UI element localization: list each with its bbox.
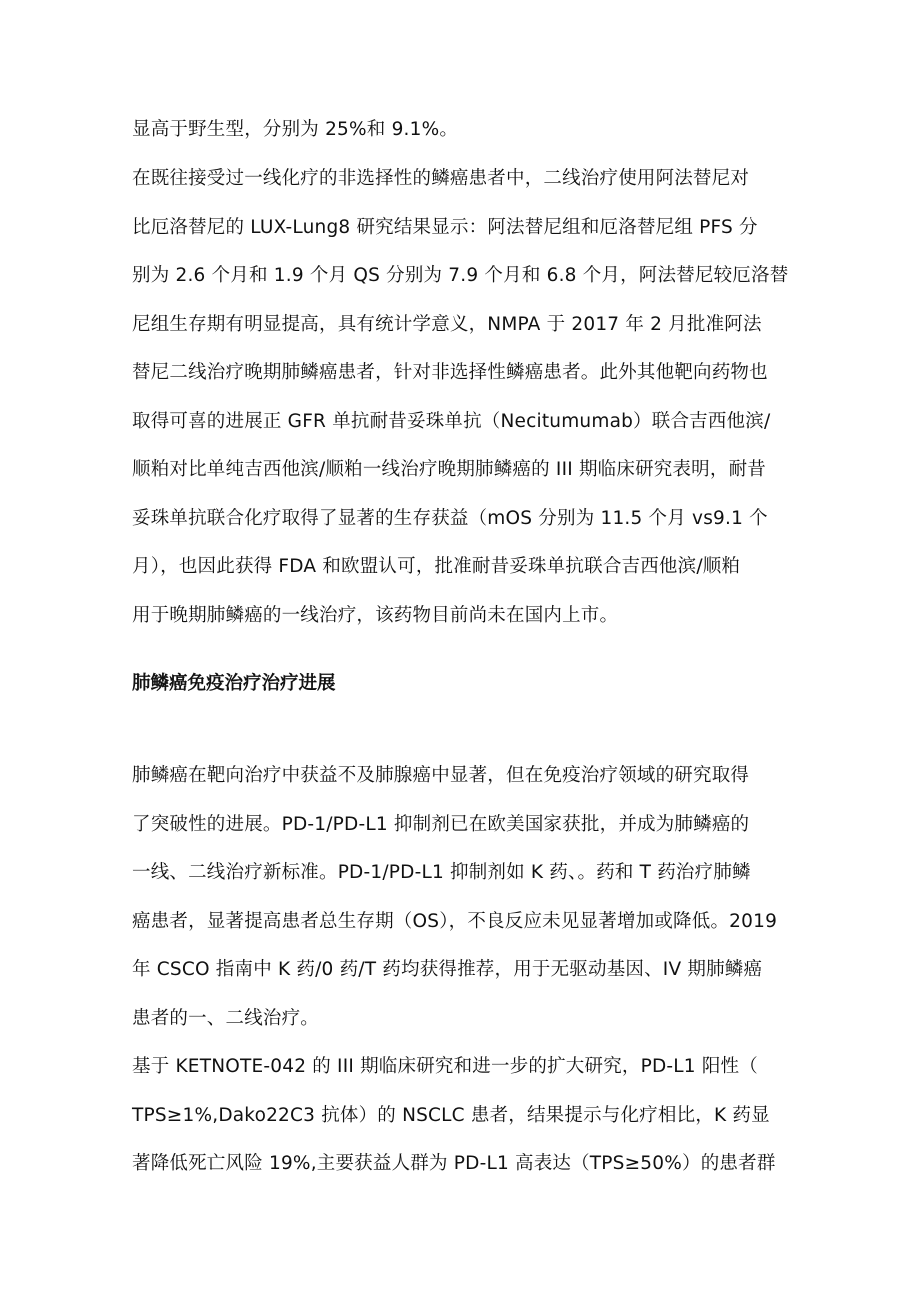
text-line: 显高于野生型，分别为 25%和 9.1%。: [132, 119, 459, 140]
text-line: 月），也因此获得 FDA 和欧盟认可，批准耐昔妥珠单抗联合吉西他滨/顺粕: [132, 556, 741, 577]
text-line: 年 CSCO 指南中 K 药/0 药/T 药均获得推荐，用于无驱动基因、IV 期肺鳞癌: [132, 959, 763, 980]
text-line: 替尼二线治疗晚期肺鳞癌患者，针对非选择性鳞癌患者。此外其他靶向药物也: [132, 362, 768, 383]
paragraph-immunotherapy: [132, 752, 798, 1043]
text-line: 基于 KETNOTE-042 的 III 期临床研究和进一步的扩大研究，PD-L1 阳性（: [132, 1056, 758, 1077]
paragraph-afatinib: [132, 155, 798, 640]
text-line: TPS≥1%,Dako22C3 抗体）的 NSCLC 患者，结果提示与化疗相比，K 药显: [132, 1104, 770, 1126]
text-line: 在既往接受过一线化疗的非选择性的鳞癌患者中，二线治疗使用阿法替尼对: [132, 168, 750, 189]
text-line: 肺鳞癌在靶向治疗中获益不及肺腺癌中显著，但在免疫治疗领域的研究取得: [132, 765, 750, 786]
text-line: 患者的一、二线治疗。: [132, 1007, 320, 1029]
text-line: 癌患者，显著提高患者总生存期（OS），不良反应未见显著增加或降低。2019: [132, 910, 778, 932]
text-line: 顺粕对比单纯吉西他滨/顺粕一线治疗晚期肺鳞癌的 III 期临床研究表明，耐昔: [132, 459, 766, 480]
text-line: 别为 2.6 个月和 1.9 个月 QS 分别为 7.9 个月和 6.8 个月，阿法替尼较厄洛替: [132, 265, 789, 286]
text-line: 用于晚期肺鳞癌的一线治疗，该药物目前尚未在国内上市。: [132, 604, 619, 626]
paragraph-continuation: [132, 106, 798, 155]
text-line: 著降低死亡风险 19%,主要获益人群为 PD-L1 高表达（TPS≥50%）的患者群: [132, 1153, 776, 1174]
text-line: 尼组生存期有明显提高，具有统计学意义，NMPA 于 2017 年 2 月批准阿法: [132, 313, 762, 335]
text-line: 比厄洛替尼的 LUX-Lung8 研究结果显示：阿法替尼组和厄洛替尼组 PFS 分: [132, 216, 758, 238]
section-heading: 肺鳞癌免疫治疗治疗进展: [132, 673, 336, 694]
text-line: 了突破性的进展。PD-1/PD-L1 抑制剂已在欧美国家获批，并成为肺鳞癌的: [132, 813, 750, 835]
text-line: 一线、二线治疗新标准。PD-1/PD-L1 抑制剂如 K 药、。药和 T 药治疗肺鳞: [132, 862, 751, 883]
text-line: 取得可喜的进展正 GFR 单抗耐昔妥珠单抗（Necitumumab）联合吉西他滨/: [132, 410, 771, 432]
paragraph-keynote: [132, 1043, 798, 1189]
text-line: 妥珠单抗联合化疗取得了显著的生存获益（mOS 分别为 11.5 个月 vs9.1 个: [132, 507, 768, 529]
